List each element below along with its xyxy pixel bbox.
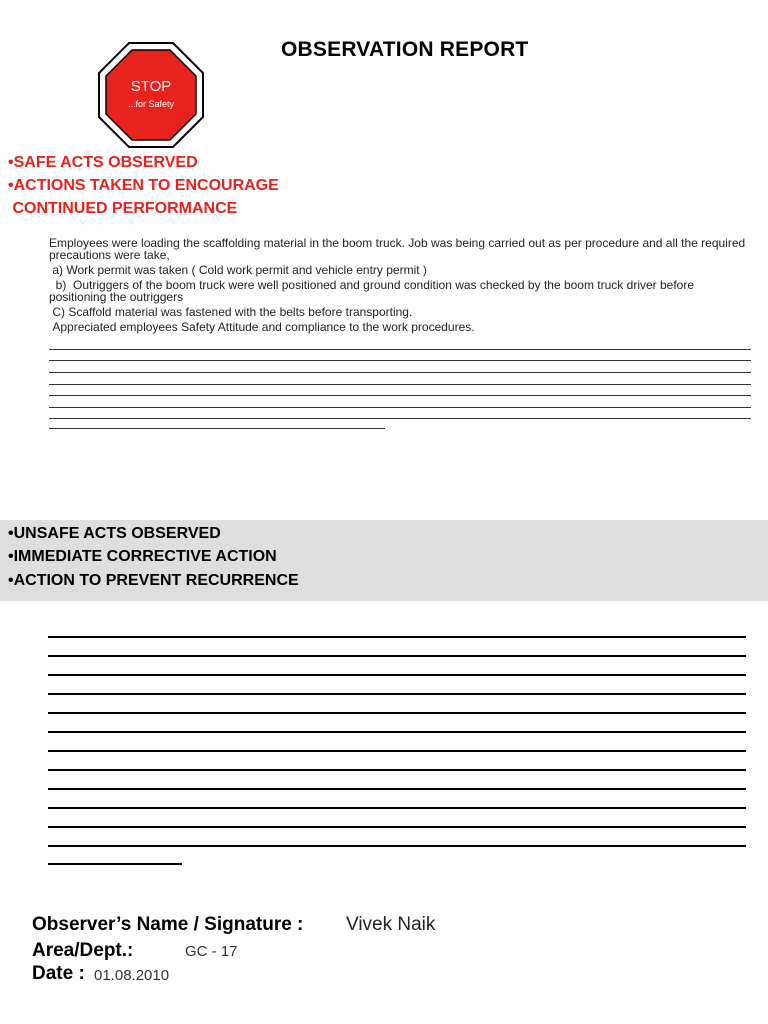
actions-taken-heading: •ACTIONS TAKEN TO ENCOURAGE — [8, 177, 279, 194]
blank-line — [48, 769, 746, 771]
area-label: Area/Dept.: — [32, 940, 134, 961]
description-item-b: b) Outriggers of the boom truck were well positioned and ground condition was checked by the boom truck driver before positioning the outriggers — [49, 278, 698, 304]
date-value: 01.08.2010 — [94, 967, 170, 984]
stop-sign-logo — [98, 42, 204, 148]
blank-line — [49, 360, 751, 361]
blank-line — [48, 693, 746, 695]
blank-line — [49, 384, 751, 385]
observer-name: Vivek Naik — [346, 914, 436, 935]
blank-line — [48, 826, 746, 828]
corrective-action-heading: •IMMEDIATE CORRECTIVE ACTION — [8, 548, 277, 565]
blank-line — [48, 863, 182, 865]
safe-acts-description — [49, 237, 751, 336]
prevent-recurrence-heading: •ACTION TO PREVENT RECURRENCE — [8, 572, 299, 589]
blank-line — [49, 428, 385, 429]
blank-line — [48, 712, 746, 714]
area-value: GC - 17 — [185, 943, 238, 960]
blank-line — [48, 731, 746, 733]
blank-line — [48, 788, 746, 790]
stop-octagon-icon — [98, 42, 204, 148]
page-title: OBSERVATION REPORT — [281, 38, 529, 61]
blank-line — [48, 845, 746, 847]
blank-line — [49, 372, 751, 373]
safe-acts-heading: •SAFE ACTS OBSERVED — [8, 154, 198, 171]
stop-subtitle: ...for Safety — [127, 99, 175, 109]
blank-line — [48, 750, 746, 752]
date-label: Date : — [32, 963, 85, 984]
description-paragraph: Employees were loading the scaffolding material in the boom truck. Job was being carried out as per procedure and all the required precautions were take, — [49, 236, 749, 262]
blank-line — [48, 674, 746, 676]
description-item-a: a) Work permit was taken ( Cold work permit and vehicle entry permit ) — [49, 263, 427, 277]
blank-line — [49, 395, 751, 396]
unsafe-acts-heading: •UNSAFE ACTS OBSERVED — [8, 525, 221, 542]
blank-line — [49, 349, 751, 350]
blank-line — [48, 655, 746, 657]
blank-line — [49, 407, 751, 408]
stop-word: STOP — [130, 78, 172, 95]
blank-line — [49, 418, 751, 419]
observer-label: Observer’s Name / Signature : — [32, 914, 304, 935]
description-item-c: C) Scaffold material was fastened with the belts before transporting. — [49, 305, 413, 319]
description-appreciation: Appreciated employees Safety Attitude and compliance to the work procedures. — [49, 320, 475, 334]
blank-line — [48, 807, 746, 809]
continued-performance-heading: CONTINUED PERFORMANCE — [8, 200, 238, 217]
blank-line — [48, 636, 746, 638]
